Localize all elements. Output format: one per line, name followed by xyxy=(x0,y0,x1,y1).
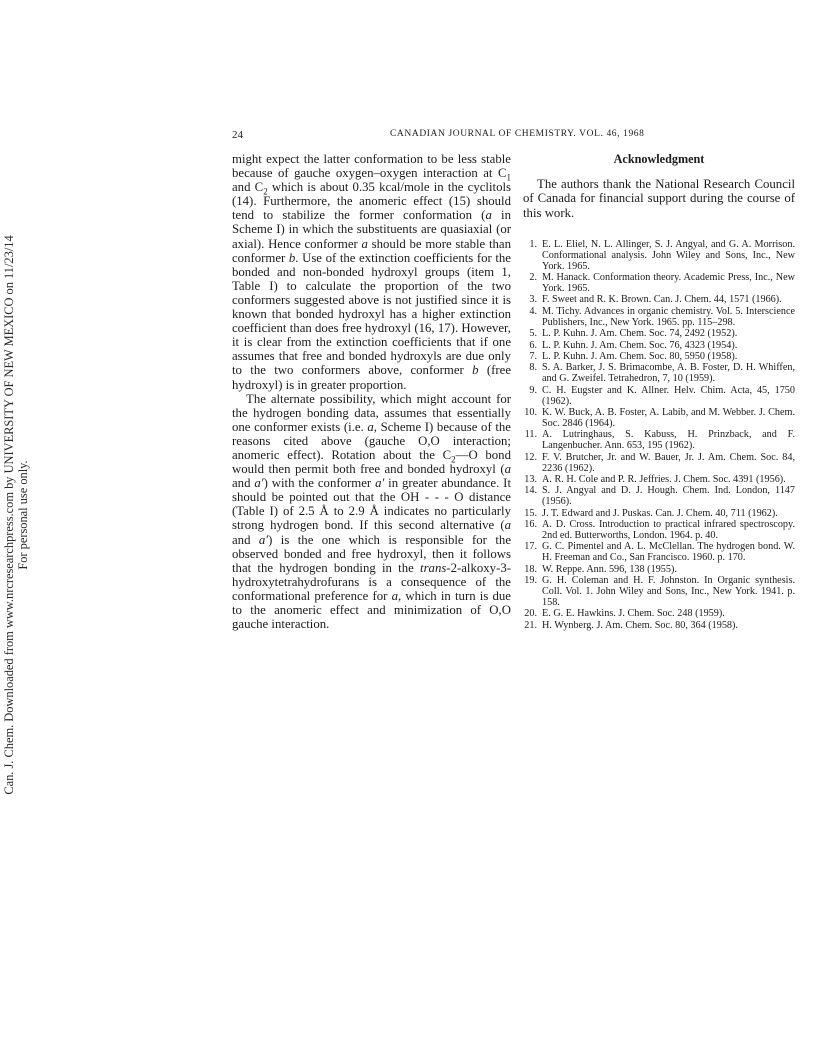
reference-text: M. Hanack. Conformation theory. Academic Press, Inc., New York. 1965. xyxy=(542,272,795,295)
reference-text: C. H. Eugster and K. Allner. Helv. Chim. Acta, 45, 1750 (1962). xyxy=(542,384,795,407)
reference-item xyxy=(523,565,795,576)
reference-text: L. P. Kuhn. J. Am. Chem. Soc. 76, 4323 (1954). xyxy=(542,339,738,351)
reference-item xyxy=(523,329,795,340)
reference-item xyxy=(523,475,795,486)
download-watermark xyxy=(2,215,40,815)
reference-item xyxy=(523,453,795,475)
reference-item xyxy=(523,576,795,609)
reference-item xyxy=(523,520,795,542)
reference-number: 7. xyxy=(529,350,537,362)
reference-item xyxy=(523,363,795,385)
reference-number: 2. xyxy=(529,272,537,284)
reference-text: G. C. Pimentel and A. L. McClellan. The hydrogen bond. W. H. Freeman and Co., San Francisco. 1960. p. 170. xyxy=(542,541,795,564)
reference-text: A. D. Cross. Introduction to practical infrared spectroscopy. 2nd ed. Butterworths, London. 1964. p. 40. xyxy=(542,519,795,541)
reference-text: F. V. Brutcher, Jr. and W. Bauer, Jr. J. Am. Chem. Soc. 84, 2236 (1962). xyxy=(542,451,795,474)
reference-text: M. Tichy. Advances in organic chemistry. Vol. 5. Interscience Publishers, Inc., New York. 1965. pp. 115–298. xyxy=(542,305,795,328)
reference-item xyxy=(523,341,795,352)
reference-number: 19. xyxy=(524,575,537,587)
reference-number: 5. xyxy=(529,328,537,340)
paragraph-conformation: might expect the latter conformation to be less stable because of gauche oxygen–oxygen interaction at $C_1$ and $C_2$ which is about 0.35 kcal/mole in the cyclitols (14). Furthermore, the anomeric effect (15) should tend to stabilize the former conformation (a in Scheme I) in which the substituents are quasiaxial (or axial). Hence conformer a should be more stable than conformer b. Use of the extinction coefficients for the bonded and non-bonded hydroxyl groups (item 1, Table I) to calculate the proportion of the two conformers suggested above is not justified since it is known that bonded hydroxyl has a higher extinction coefficient than does free hydroxyl (16, 17). However, it is clear from the extinction coefficients that if one assumes that free and bonded hydroxyls are due only to the two conformers above, conformer b (free hydroxyl) is in greater proportion. xyxy=(232,152,511,392)
reference-text: H. Wynberg. J. Am. Chem. Soc. 80, 364 (1958). xyxy=(542,619,738,631)
reference-number: 11. xyxy=(524,429,537,441)
reference-text: S. J. Angyal and D. J. Hough. Chem. Ind. London, 1147 (1956). xyxy=(542,485,795,508)
reference-number: 13. xyxy=(524,473,537,485)
reference-item xyxy=(523,609,795,620)
body-text-column xyxy=(232,152,511,631)
reference-text: E. L. Eliel, N. L. Allinger, S. J. Angyal, and G. A. Morrison. Conformational analysis. John Wiley and Sons, Inc., New York. 1965. xyxy=(542,238,795,272)
reference-text: S. A. Barker, J. S. Brimacombe, A. B. Foster, D. H. Whiffen, and G. Zweifel. Tetrahedron, 7, 10 (1959). xyxy=(542,362,795,385)
reference-text: L. P. Kuhn. J. Am. Chem. Soc. 80, 5950 (1958). xyxy=(542,350,738,362)
reference-text: A. R. H. Cole and P. R. Jeffries. J. Chem. Soc. 4391 (1956). xyxy=(542,473,786,485)
reference-item xyxy=(523,509,795,520)
reference-item xyxy=(523,408,795,430)
reference-number: 18. xyxy=(524,563,537,575)
reference-text: G. H. Coleman and H. F. Johnston. In Organic synthesis. Coll. Vol. 1. John Wiley and Sons, Inc., New York. 1941. p. 158. xyxy=(542,575,795,608)
reference-text: E. G. E. Hawkins. J. Chem. Soc. 248 (1959). xyxy=(542,608,725,620)
reference-text: K. W. Buck, A. B. Foster, A. Labib, and M. Webber. J. Chem. Soc. 2846 (1964). xyxy=(542,406,795,429)
reference-number: 6. xyxy=(529,339,537,351)
reference-number: 16. xyxy=(524,519,537,531)
reference-item xyxy=(523,295,795,306)
acknowledgment-heading: Acknowledgment xyxy=(613,152,705,166)
reference-item xyxy=(523,273,795,295)
reference-number: 12. xyxy=(524,451,537,463)
reference-number: 3. xyxy=(529,294,537,306)
reference-number: 4. xyxy=(529,305,537,317)
reference-list xyxy=(523,240,795,632)
reference-number: 21. xyxy=(524,619,537,631)
reference-item xyxy=(523,542,795,564)
reference-text: F. Sweet and R. K. Brown. Can. J. Chem. 44, 1571 (1966). xyxy=(542,294,782,306)
reference-number: 8. xyxy=(529,362,537,374)
reference-number: 10. xyxy=(524,406,537,418)
reference-number: 14. xyxy=(524,485,537,497)
reference-text: J. T. Edward and J. Puskas. Can. J. Chem. 40, 711 (1962). xyxy=(542,507,778,519)
reference-item xyxy=(523,386,795,408)
reference-item xyxy=(523,240,795,273)
reference-item xyxy=(523,352,795,363)
acknowledgment-text: The authors thank the National Research Council of Canada for financial support during the course of this work. xyxy=(523,177,795,220)
reference-text: L. P. Kuhn. J. Am. Chem. Soc. 74, 2492 (1952). xyxy=(542,328,738,340)
watermark-line-personal-use: For personal use only. xyxy=(16,460,30,570)
reference-text: A. Lutringhaus, S. Kabuss, H. Prinzback, and F. Langenbucher. Ann. 653, 195 (1962). xyxy=(542,429,795,452)
running-head: CANADIAN JOURNAL OF CHEMISTRY. VOL. 46, 1968 xyxy=(390,129,645,139)
watermark-line-download: Can. J. Chem. Downloaded from www.nrcresearchpress.com by UNIVERSITY OF NEW MEXICO on 11/23/14 xyxy=(2,235,16,795)
page-number: 24 xyxy=(232,129,243,141)
reference-number: 15. xyxy=(524,507,537,519)
right-column xyxy=(523,152,795,632)
paragraph-alternate-possibility: The alternate possibility, which might account for the hydrogen bonding data, assumes that essentially one conformer exists (i.e. a, Scheme I) because of the reasons cited above (gauche O,O interaction; anomeric effect). Rotation about the $C_2—O$ bond would then permit both free and bonded hydroxyl (a and a′) with the conformer a′ in greater abundance. It should be pointed out that the OH - - - O distance (Table I) of 2.5 Å to 2.9 Å indicates no particularly strong hydrogen bond. If this second alternative (a and a′) is the one which is responsible for the observed bonded and free hydroxyl, then it follows that the hydrogen bonding in the trans-2-alkoxy-3-hydroxytetrahydrofurans is a consequence of the conformational preference for a, which in turn is due to the anomeric effect and minimization of O,O gauche interaction. xyxy=(232,391,511,632)
reference-number: 20. xyxy=(524,608,537,620)
reference-text: W. Reppe. Ann. 596, 138 (1955). xyxy=(542,563,677,575)
reference-item xyxy=(523,430,795,452)
reference-number: 9. xyxy=(529,384,537,396)
reference-number: 17. xyxy=(524,541,537,553)
reference-number: 1. xyxy=(529,238,537,250)
reference-item xyxy=(523,307,795,329)
reference-item xyxy=(523,486,795,508)
reference-item xyxy=(523,621,795,632)
